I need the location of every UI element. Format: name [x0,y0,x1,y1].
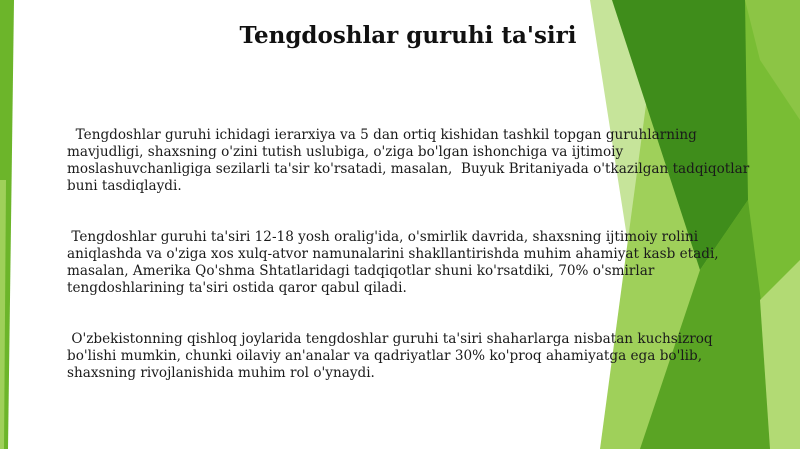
paragraph-uzbekistan: O'zbekistonning qishloq joylarida tengdoshlar guruhi ta'siri shaharlarga nisbatan kuchsizroq bo'lishi mumkin, chunki oilaviy an'analar va qadriyatlar 30% ko'proq ahamiyatga ega bo'lib, shaxsning rivojlanishida muhim rol o'ynaydi. [67,331,717,381]
paragraph-hierarchy: Tengdoshlar guruhi ichidagi ierarxiya va 5 dan ortiq kishidan tashkil topgan guruhlarning mavjudligi, shaxsning o'zini tutish uslubiga, o'ziga bo'lgan ishonchiga va ijtimoiy moslashuvchanligiga sezilarli ta'sir ko'rsatadi, masalan, Buyuk Britaniyada o'tkazilgan tadqiqotlar buni tasdiqlaydi. [67,127,754,194]
paragraph-adolescence: Tengdoshlar guruhi ta'siri 12-18 yosh oralig'ida, o'smirlik davrida, shaxsning ijtimoiy rolini aniqlashda va o'ziga xos xulq-atvor namunalarini shakllantirishda muhim ahamiyat kasb etadi, masalan, Amerika Qo'shma Shtatlaridagi tadqiqotlar shuni ko'rsatdiki, 70% o'smirlar tengdoshlarining ta'siri ostida qaror qabul qiladi. [67,229,723,296]
slide-title: Tengdoshlar guruhi ta'siri [239,22,577,49]
